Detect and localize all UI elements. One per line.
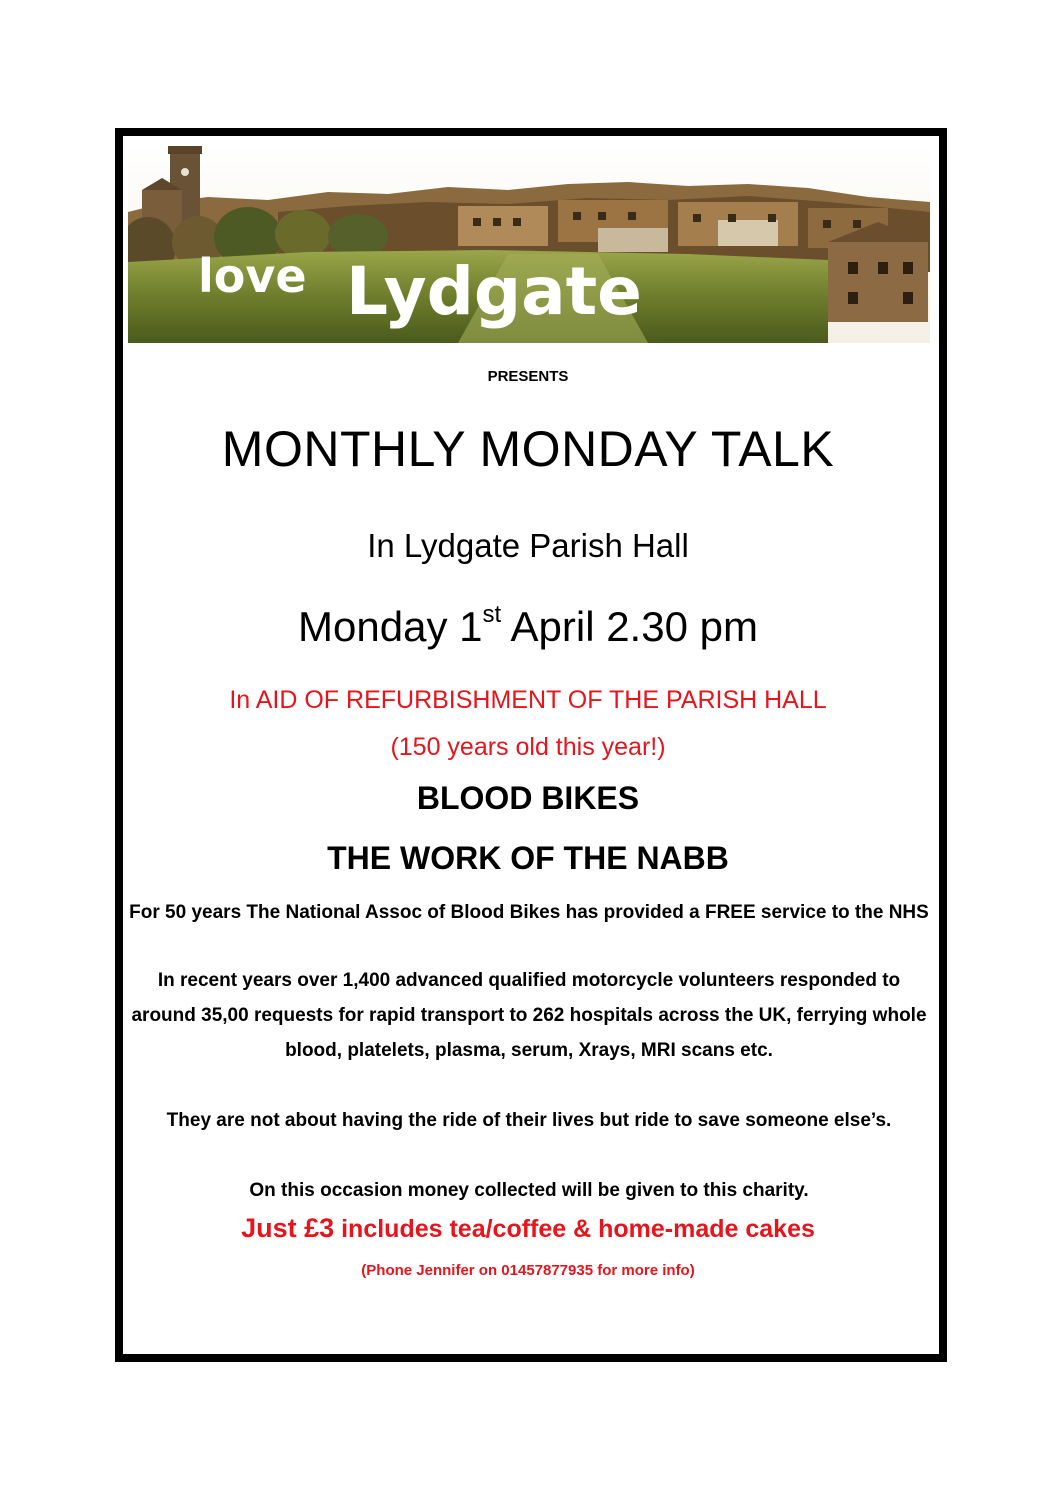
date-prefix: Monday 1 (298, 603, 483, 650)
paragraph-volunteers: In recent years over 1,400 advanced qualified motorcycle volunteers responded to around 35,00 requests for rapid transport to 262 hospitals across the UK, ferrying whole blood, platelets, plasma, serum, Xrays, MRI scans etc. (131, 970, 927, 1061)
paragraph-charity: On this occasion money collected will be given to this charity. (249, 1180, 809, 1201)
logo-lydgate-text: Lydgate (346, 253, 642, 330)
date-ordinal-suffix: st (482, 601, 502, 628)
price-amount: Just £3 (241, 1213, 335, 1243)
presents-label: PRESENTS (487, 368, 569, 385)
page-title: MONTHLY MONDAY TALK (221, 421, 835, 477)
venue-line: In Lydgate Parish Hall (367, 527, 689, 564)
date-rest: April 2.30 pm (501, 603, 758, 650)
paragraph-service: For 50 years The National Assoc of Blood Bikes has provided a FREE service to the NHS (129, 902, 929, 923)
phone-info: (Phone Jennifer on 01457877935 for more info) (361, 1262, 695, 1279)
price-line (120, 1213, 936, 1244)
banner-image (128, 142, 930, 343)
village-landscape-image (128, 142, 930, 343)
date-line (120, 603, 936, 651)
paragraph-ride: They are not about having the ride of their lives but ride to save someone else’s. (166, 1110, 892, 1131)
aid-subline: (150 years old this year!) (390, 733, 666, 761)
aid-line: In AID OF REFURBISHMENT OF THE PARISH HALL (229, 686, 827, 714)
headline-nabb: THE WORK OF THE NABB (327, 840, 729, 876)
logo-love-text: love (198, 249, 307, 303)
headline-blood-bikes: BLOOD BIKES (416, 780, 640, 816)
price-details: includes tea/coffee & home-made cakes (334, 1215, 815, 1243)
